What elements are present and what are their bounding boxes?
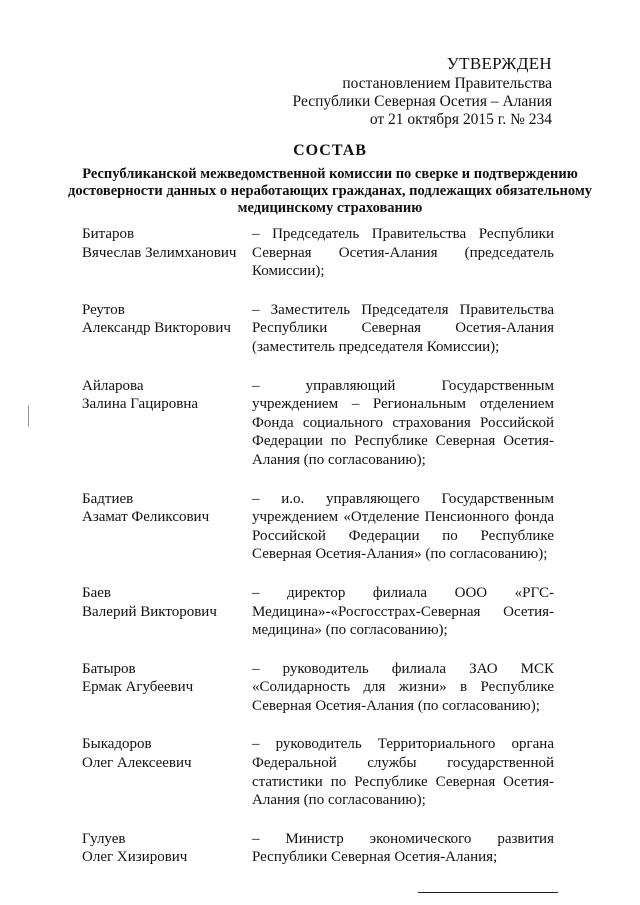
member-surname: Битаров [82,226,135,242]
member-surname: Баев [82,584,112,601]
approval-line-3: от 21 октября 2015 г. № 234 [369,111,552,128]
member-name [82,377,252,470]
bottom-rule [418,892,558,893]
member-role: – Председатель Правительства Республики Северная Осетия-Алания (председатель Комиссии); [252,226,554,280]
approval-line-1: постановлением Правительства [342,75,552,92]
member-given-name: Азамат Феликсович [82,509,210,526]
member-given-name: Валерий Викторович [82,603,217,620]
member-role: – директор филиала ООО «РГС-Медицина»-«Росгосстрах-Северная Осетия-медицина» (по согласованию); [252,584,554,639]
member-name [82,301,252,357]
member-name [82,830,252,867]
member-given-name: Залина Гацировна [82,396,199,413]
member-item [82,735,554,809]
approval-line-2: Республики Северная Осетия – Алания [292,93,552,110]
member-given-name: Олег Алексеевич [82,755,192,772]
member-surname: Гулуев [82,830,126,847]
member-surname: Батыров [82,660,136,677]
members-list [82,225,554,887]
margin-mark [28,405,29,427]
member-role: – Министр экономического развития Республики Северная Осетия-Алания; [252,830,554,866]
member-given-name: Вячеслав Зелимханович [82,244,237,261]
document-title [60,142,600,217]
member-name [82,584,252,640]
member-role: – руководитель Территориального органа Федеральной службы государственной статистики по Республике Северная Осетия-Алания (по согласованию); [252,736,554,809]
member-given-name: Ермак Агубеевич [82,679,194,696]
approval-stamp [293,55,552,129]
member-surname: Реутов [82,301,125,318]
member-item [82,301,554,357]
member-name [82,660,252,716]
member-name [82,735,252,809]
member-item [82,377,554,470]
member-name [82,490,252,564]
member-item [82,660,554,716]
member-item [82,830,554,867]
member-surname: Айларова [82,377,144,394]
member-role: – руководитель филиала ЗАО МСК «Солидарность для жизни» в Республике Северная Осетия-Алания (по согласованию); [252,660,554,714]
member-item [82,225,554,281]
member-role: – Заместитель Председателя Правительства Республики Северная Осетия-Алания (заместитель председателя Комиссии); [252,301,554,355]
member-name [82,225,252,281]
approval-heading: УТВЕРЖДЕН [446,54,552,73]
title-subtitle: Республиканской межведомственной комиссии по сверке и подтверждению достоверности данных о неработающих гражданах, подлежащих обязательному медицинскому страхованию [68,166,592,216]
member-role: – управляющий Государственным учреждением – Региональным отделением Фонда социального страхования Российской Федерации по Республике Северная Осетия-Алания (по согласованию); [252,377,554,468]
member-surname: Бадтиев [82,490,134,507]
member-role: – и.о. управляющего Государственным учреждением «Отделение Пенсионного фонда Российской Федерации по Республике Северная Осетия-Алания» (по согласованию); [252,490,554,563]
title-main: СОСТАВ [293,142,367,159]
member-given-name: Александр Викторович [82,320,231,337]
member-item [82,490,554,564]
member-surname: Быкадоров [82,736,152,753]
member-given-name: Олег Хизирович [82,849,188,866]
member-item [82,584,554,640]
